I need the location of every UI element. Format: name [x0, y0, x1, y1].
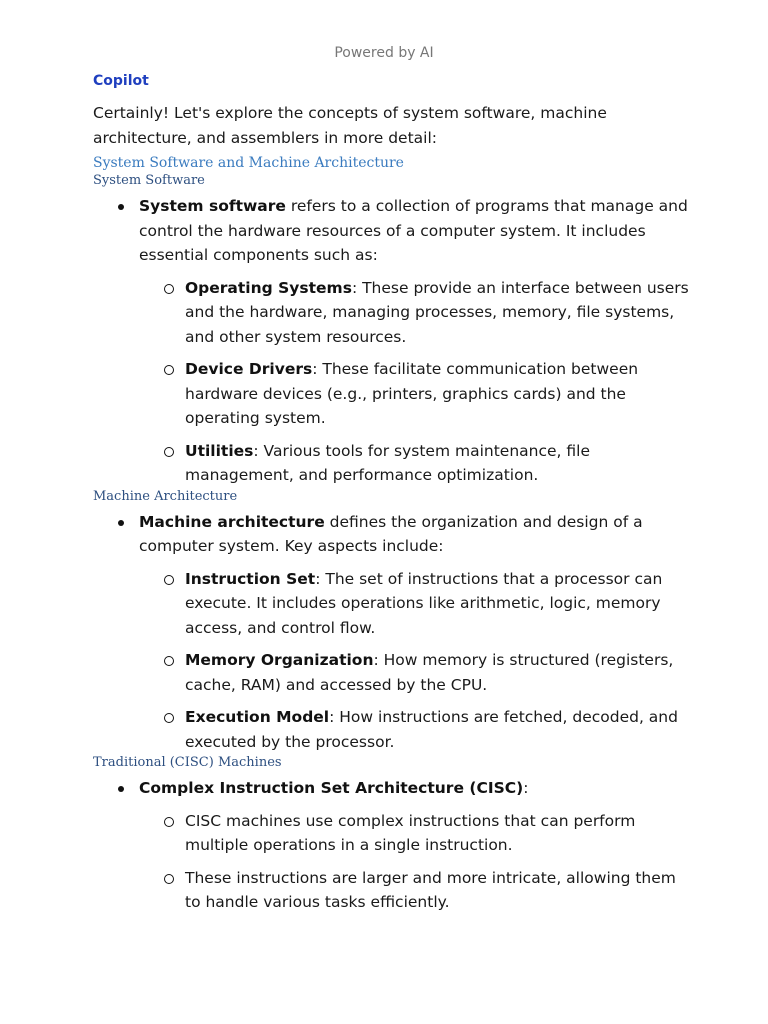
- sub-bullet-list: [139, 276, 693, 488]
- subsection-heading-machine-architecture: Machine Architecture: [93, 488, 238, 504]
- author-label: Copilot: [93, 73, 149, 89]
- list-item: [139, 809, 693, 858]
- item-text: : These provide an interface between users and the hardware, managing processes, memory, file systems, and other system resources.: [185, 278, 689, 346]
- sub-bullet-list: [139, 567, 693, 755]
- term: Device Drivers: [185, 360, 313, 378]
- section-heading: System Software and Machine Architecture: [93, 155, 404, 171]
- circle-bullet-icon: [164, 713, 174, 723]
- bullet-icon: [118, 520, 124, 526]
- list-item: [93, 510, 693, 755]
- item-text: defines the organization and design of a computer system. Key aspects include:: [139, 512, 643, 555]
- list-item: [139, 357, 693, 431]
- item-text: : The set of instructions that a processor can execute. It includes operations like arithmetic, logic, memory access, and control flow.: [185, 569, 663, 637]
- bullet-list: [93, 194, 693, 488]
- list-item: [139, 705, 693, 754]
- circle-bullet-icon: [164, 575, 174, 585]
- term: Utilities: [185, 441, 254, 460]
- circle-bullet-icon: [164, 817, 174, 827]
- item-text: : How memory is structured (registers, cache, RAM) and accessed by the CPU.: [185, 651, 674, 694]
- circle-bullet-icon: [164, 656, 174, 666]
- intro-paragraph: Certainly! Let's explore the concepts of system software, machine architecture, and assemblers in more detail:: [93, 104, 607, 147]
- item-text: CISC machines use complex instructions that can perform multiple operations in a single instruction.: [185, 811, 636, 854]
- term: System software: [139, 197, 286, 215]
- bullet-list: [93, 776, 693, 915]
- item-text: : How instructions are fetched, decoded, and executed by the processor.: [185, 708, 678, 751]
- list-item: [139, 276, 693, 350]
- response-content: [93, 101, 693, 923]
- circle-bullet-icon: [164, 874, 174, 884]
- list-item: [93, 776, 693, 915]
- list-item: [93, 194, 693, 488]
- bullet-list: [93, 510, 693, 755]
- term: Complex Instruction Set Architecture (CISC): [139, 779, 524, 797]
- powered-by-label: Powered by AI: [334, 45, 434, 61]
- list-item: [139, 648, 693, 697]
- subsection-heading-cisc: Traditional (CISC) Machines: [93, 755, 282, 770]
- bullet-icon: [118, 204, 124, 210]
- list-item: [139, 567, 693, 641]
- subsection-heading-system-software: System Software: [93, 173, 205, 188]
- term: Execution Model: [185, 708, 330, 726]
- item-text: These instructions are larger and more intricate, allowing them to handle various tasks efficiently.: [185, 868, 676, 911]
- circle-bullet-icon: [164, 284, 174, 294]
- circle-bullet-icon: [164, 365, 174, 375]
- circle-bullet-icon: [164, 447, 174, 457]
- list-item: [139, 866, 693, 915]
- term: Machine architecture: [139, 512, 325, 531]
- item-text: :: [523, 779, 529, 797]
- list-item: [139, 439, 693, 488]
- term: Memory Organization: [185, 651, 374, 669]
- item-text: : These facilitate communication between hardware devices (e.g., printers, graphics cards) and the operating system.: [185, 360, 639, 427]
- sub-bullet-list: [139, 809, 693, 915]
- term: Instruction Set: [185, 569, 316, 588]
- item-text: refers to a collection of programs that manage and control the hardware resources of a computer system. It includes essential components such as:: [139, 197, 688, 264]
- item-text: : Various tools for system maintenance, file management, and performance optimization.: [185, 441, 591, 484]
- bullet-icon: [118, 786, 124, 792]
- term: Operating Systems: [185, 278, 352, 297]
